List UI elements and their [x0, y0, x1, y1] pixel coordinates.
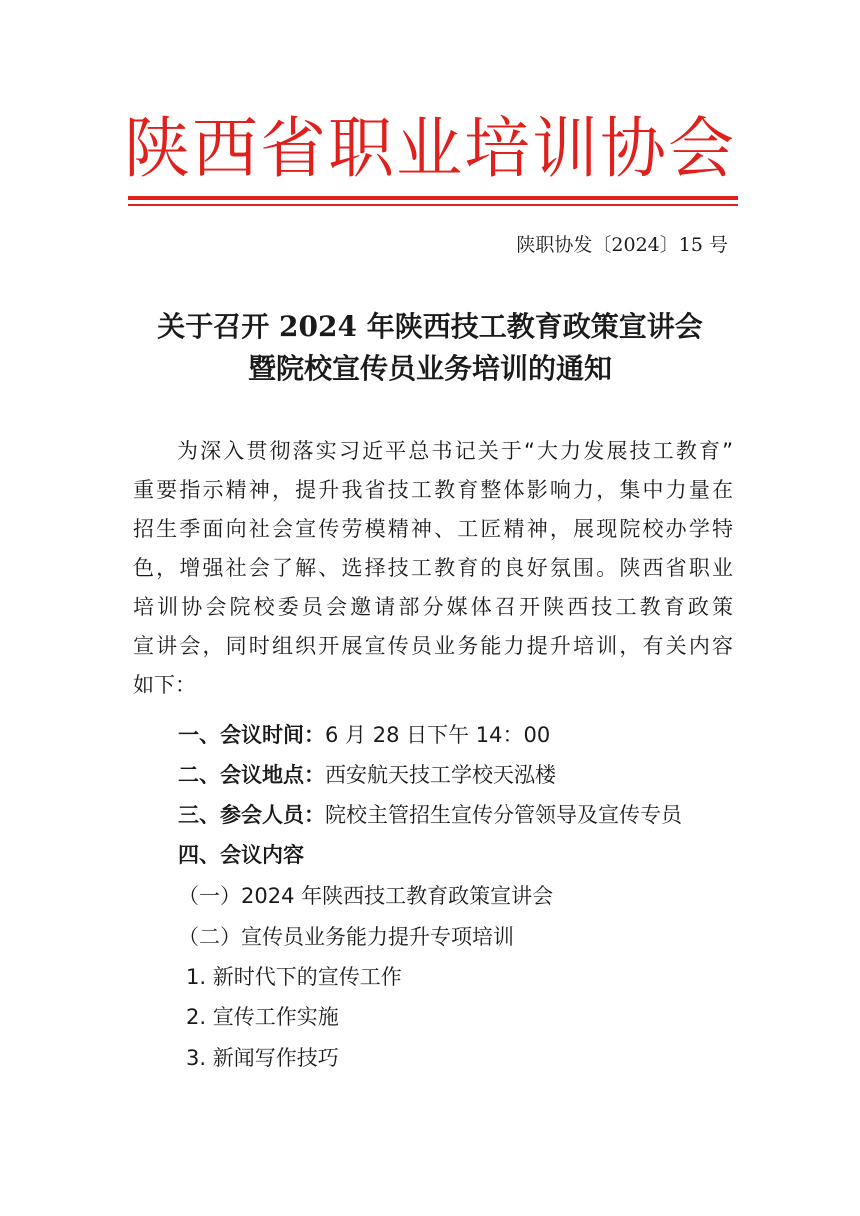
meeting-time-label: 一、会议时间： [178, 723, 325, 747]
intro-line: 招生季面向社会宣传劳模精神、工匠精神，展现院校办学特 [133, 517, 733, 541]
intro-line: 为深入贯彻落实习近平总书记关于“大力发展技工教育” [177, 439, 733, 463]
content-subsection-1: （一）2024 年陕西技工教育政策宣讲会 [178, 884, 554, 908]
meeting-attendees-value: 院校主管招生宣传分管领导及宣传专员 [325, 803, 682, 827]
meeting-location-label: 二、会议地点： [178, 763, 325, 787]
content-topic: 3. 新闻写作技巧 [186, 1046, 339, 1070]
meeting-time-value: 6 月 28 日下午 14：00 [325, 723, 551, 747]
meeting-attendees [178, 800, 682, 830]
content-subsection-2: （二）宣传员业务能力提升专项培训 [178, 925, 514, 949]
letterhead-org-name: 陕西省职业培训协会 [124, 110, 736, 187]
meeting-location [178, 760, 556, 790]
meeting-time [178, 720, 550, 750]
letterhead-rule-thick [128, 196, 738, 200]
document-title-line-1: 关于召开 2024 年陕西技工教育政策宣讲会 [157, 310, 703, 343]
document-title-line-2: 暨院校宣传员业务培训的通知 [247, 352, 612, 385]
intro-paragraph [133, 432, 733, 705]
intro-line: 如下： [133, 673, 196, 697]
intro-line: 宣讲会，同时组织开展宣传员业务能力提升培训，有关内容 [133, 634, 733, 658]
meeting-content-label: 四、会议内容 [178, 843, 304, 867]
document-number: 陕职协发〔2024〕15 号 [516, 234, 728, 256]
intro-line: 培训协会院校委员会邀请部分媒体召开陕西技工教育政策 [133, 595, 733, 619]
meeting-attendees-label: 三、参会人员： [178, 803, 325, 827]
intro-line: 重要指示精神，提升我省技工教育整体影响力，集中力量在 [133, 478, 733, 502]
intro-line: 色，增强社会了解、选择技工教育的良好氛围。陕西省职业 [133, 556, 733, 580]
content-topic: 1. 新时代下的宣传工作 [186, 965, 402, 989]
document-title [100, 306, 760, 390]
content-topic: 2. 宣传工作实施 [186, 1005, 339, 1029]
letterhead-rule-thin [128, 204, 738, 206]
meeting-content-heading [178, 840, 304, 870]
meeting-location-value: 西安航天技工学校天泓楼 [325, 763, 556, 787]
